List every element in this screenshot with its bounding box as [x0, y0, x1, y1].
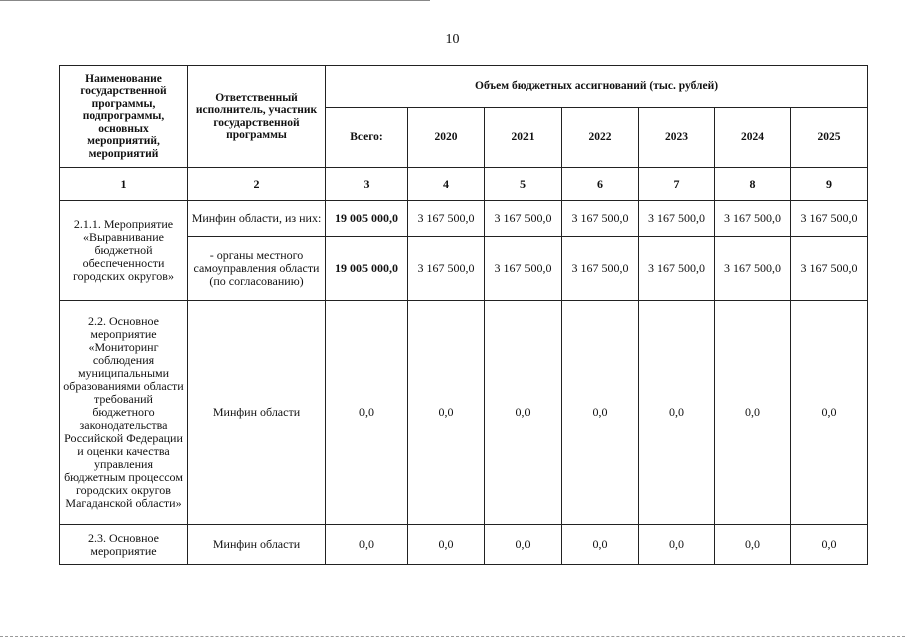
column-number: 2	[188, 168, 326, 201]
table-row	[60, 525, 868, 565]
header-year: 2021	[485, 108, 562, 168]
header-executor: Ответственный исполнитель, участник государственной программы	[188, 66, 326, 168]
value-cell: 0,0	[639, 525, 715, 565]
value-cell: 3 167 500,0	[485, 237, 562, 301]
total-cell: 19 005 000,0	[326, 201, 408, 237]
executor-cell: Минфин области	[188, 525, 326, 565]
column-number: 5	[485, 168, 562, 201]
table-row	[60, 301, 868, 525]
program-name-cell: 2.3. Основное мероприятие	[60, 525, 188, 565]
value-cell: 0,0	[562, 301, 639, 525]
column-number: 6	[562, 168, 639, 201]
value-cell: 0,0	[408, 525, 485, 565]
header-row-top	[60, 66, 868, 108]
budget-table	[59, 65, 868, 565]
value-cell: 3 167 500,0	[791, 201, 868, 237]
value-cell: 3 167 500,0	[715, 201, 791, 237]
value-cell: 0,0	[639, 301, 715, 525]
executor-cell: - органы местного самоуправления области (по согласованию)	[188, 237, 326, 301]
executor-cell: Минфин области	[188, 301, 326, 525]
value-cell: 3 167 500,0	[715, 237, 791, 301]
value-cell: 0,0	[485, 301, 562, 525]
value-cell: 3 167 500,0	[639, 237, 715, 301]
column-number: 1	[60, 168, 188, 201]
bottom-rule	[0, 636, 905, 637]
value-cell: 3 167 500,0	[791, 237, 868, 301]
executor-cell: Минфин области, из них:	[188, 201, 326, 237]
value-cell: 0,0	[715, 301, 791, 525]
value-cell: 3 167 500,0	[639, 201, 715, 237]
value-cell: 0,0	[562, 525, 639, 565]
header-year: 2024	[715, 108, 791, 168]
column-number: 7	[639, 168, 715, 201]
header-program-name: Наименование государственной программы, подпрограммы, основных мероприятий, мероприятий	[60, 66, 188, 168]
header-total: Всего:	[326, 108, 408, 168]
column-number: 9	[791, 168, 868, 201]
header-year: 2025	[791, 108, 868, 168]
total-cell: 19 005 000,0	[326, 237, 408, 301]
header-year: 2023	[639, 108, 715, 168]
table-row	[60, 201, 868, 237]
column-number: 8	[715, 168, 791, 201]
value-cell: 0,0	[485, 525, 562, 565]
value-cell: 0,0	[715, 525, 791, 565]
column-number: 4	[408, 168, 485, 201]
column-number: 3	[326, 168, 408, 201]
value-cell: 3 167 500,0	[562, 237, 639, 301]
program-name-cell: 2.2. Основное мероприятие «Мониторинг соблюдения муниципальными образованиями области требований бюджетного законодательства Российской Федерации и оценки качества управления бюджетным процессом городских округов Магаданской области»	[60, 301, 188, 525]
top-rule	[0, 0, 430, 1]
column-number-row	[60, 168, 868, 201]
program-name-cell: 2.1.1. Мероприятие «Выравнивание бюджетной обеспеченности городских округов»	[60, 201, 188, 301]
value-cell: 3 167 500,0	[408, 201, 485, 237]
value-cell: 3 167 500,0	[408, 237, 485, 301]
page-number: 10	[445, 32, 460, 47]
total-cell: 0,0	[326, 301, 408, 525]
value-cell: 0,0	[408, 301, 485, 525]
header-budget-group: Объем бюджетных ассигнований (тыс. рублей)	[326, 66, 868, 108]
value-cell: 0,0	[791, 301, 868, 525]
value-cell: 3 167 500,0	[562, 201, 639, 237]
header-year: 2022	[562, 108, 639, 168]
total-cell: 0,0	[326, 525, 408, 565]
header-year: 2020	[408, 108, 485, 168]
value-cell: 3 167 500,0	[485, 201, 562, 237]
value-cell: 0,0	[791, 525, 868, 565]
